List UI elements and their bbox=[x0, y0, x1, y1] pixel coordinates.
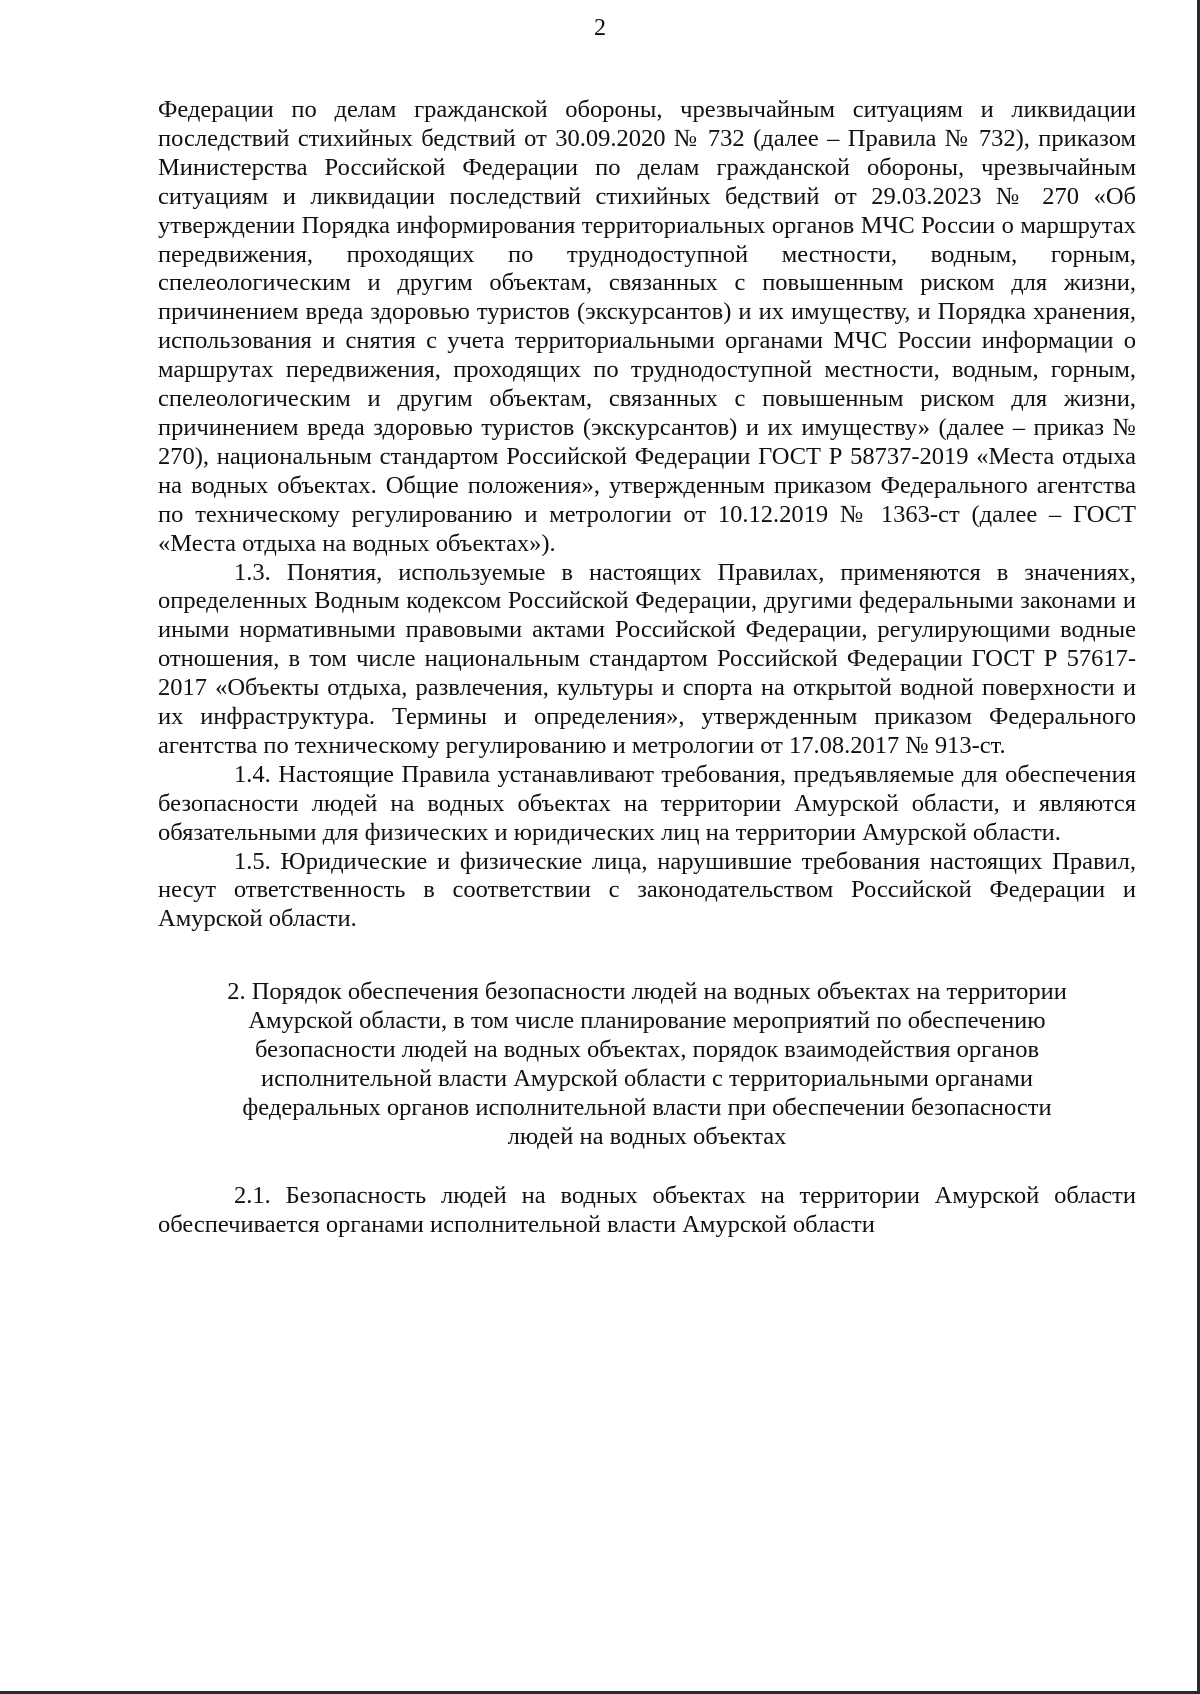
section-2-heading: 2. Порядок обеспечения безопасности людей на водных объектах на территории Амурской области, в том числе планирование мероприятий по обеспечению безопасности людей на водных объектах, порядок взаимодействия органов исполнительной власти Амурской области с территориальными органами федеральных органов исполнительной власти при обеспечении безопасности людей на водных объектах bbox=[227, 978, 1067, 1150]
page-number: 2 bbox=[594, 15, 606, 41]
document-body bbox=[158, 96, 1136, 1240]
paragraph-2-1: 2.1. Безопасность людей на водных объектах на территории Амурской области обеспечивается органами исполнительной власти Амурской области bbox=[158, 1181, 1136, 1238]
paragraph-continued: Федерации по делам гражданской обороны, чрезвычайным ситуациям и ликвидации последствий стихийных бедствий от 30.09.2020 № 732 (далее – Правила № 732), приказом Министерства Российской Федерации по делам гражданской обороны, чрезвычайным ситуациям и ликвидации последствий стихийных бедствий от 29.03.2023 № 270 «Об утверждении Порядка информирования территориальных органов МЧС России о маршрутах передвижения, проходящих по труднодоступной местности, водным, горным, спелеологическим и другим объектам, связанных с повышенным риском для жизни, причинением вреда здоровью туристов (экскурсантов) и их имуществу, и Порядка хранения, использования и снятия с учета территориальными органами МЧС России информации о маршрутах передвижения, проходящих по труднодоступной местности, водным, горным, спелеологическим и другим объектам, связанных с повышенным риском для жизни, причинением вреда здоровью туристов (экскурсантов) и их имуществу» (далее – приказ № 270), национальным стандартом Российской Федерации ГОСТ Р 58737-2019 «Места отдыха на водных объектах. Общие положения», утвержденным приказом Федерального агентства по техническому регулированию и метрологии от 10.12.2019 № 1363-ст (далее – ГОСТ «Места отдыха на водных объектах»). bbox=[158, 96, 1136, 557]
paragraph-1-4: 1.4. Настоящие Правила устанавливают требования, предъявляемые для обеспечения безопасности людей на водных объектах на территории Амурской области, и являются обязательными для физических и юридических лиц на территории Амурской области. bbox=[158, 760, 1136, 846]
paragraph-1-5: 1.5. Юридические и физические лица, нарушившие требования настоящих Правил, несут ответственность в соответствии с законодательством Российской Федерации и Амурской области. bbox=[158, 847, 1136, 933]
paragraph-1-3: 1.3. Понятия, используемые в настоящих Правилах, применяются в значениях, определенных Водным кодексом Российской Федерации, другими федеральными законами и иными нормативными правовыми актами Российской Федерации, регулирующими водные отношения, в том числе национальным стандартом Российской Федерации ГОСТ Р 57617-2017 «Объекты отдыха, развлечения, культуры и спорта на открытой водной поверхности и их инфраструктура. Термины и определения», утвержденным приказом Федерального агентства по техническому регулированию и метрологии от 17.08.2017 № 913-ст. bbox=[158, 558, 1136, 759]
